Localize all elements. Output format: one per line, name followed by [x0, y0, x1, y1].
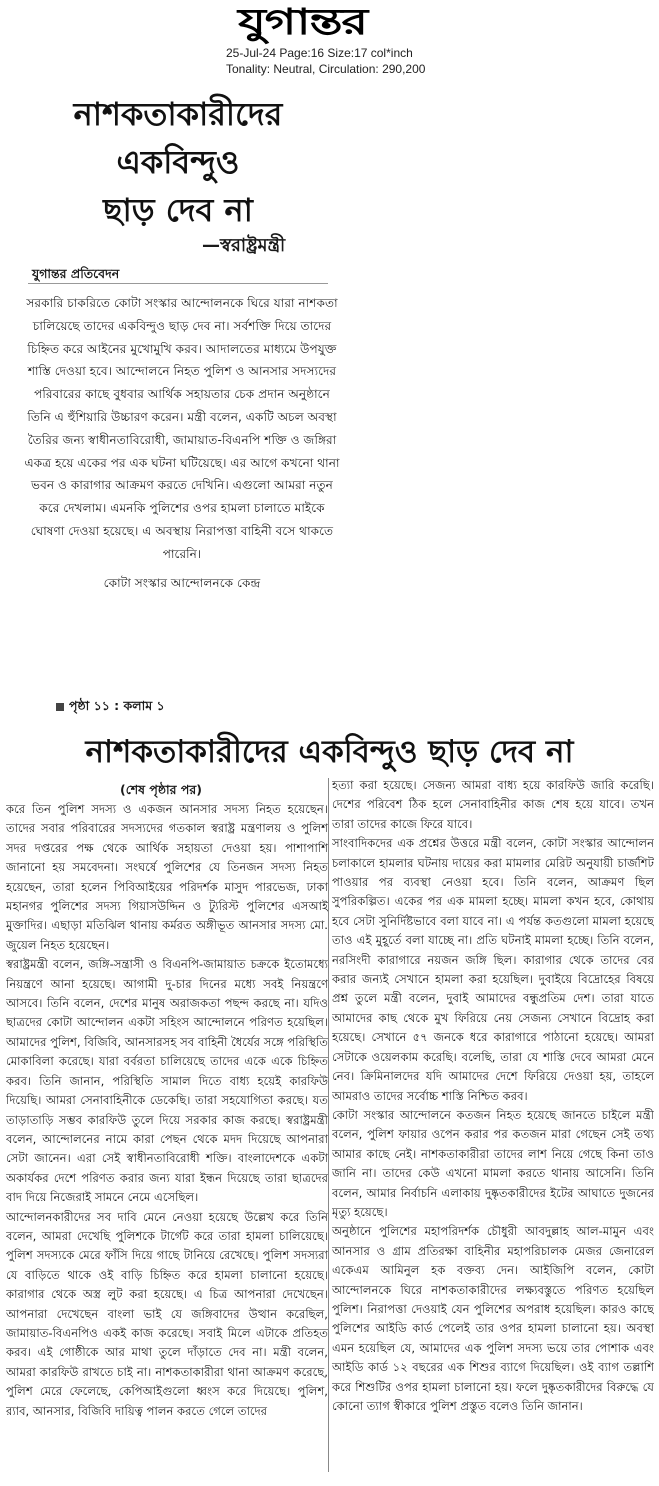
newspaper-logo [238, 0, 428, 44]
logo-text: যুগান্তর [238, 1, 367, 43]
column-divider [328, 778, 329, 1472]
paragraph: কোটা সংস্কার আন্দোলনে কতজন নিহত হয়েছে জানতে চাইলে মন্ত্রী বলেন, পুলিশ ফায়ার ওপেন করার পর কতজন মারা গেছেন সেই তথ্য আমার কাছে নেই। নাশকতাকারীরা তাদের লাশ নিয়ে গেছে কিনা তাও জানি না। তাদের কেউ এখনো মামলা করতে থানায় আসেনি। তিনি বলেন, আমার নির্বাচনি এলাকায় দুষ্কৃতকারীদের ইটের আঘাতে দুজনের মৃত্যু হয়েছে। [332, 1107, 654, 1219]
front-headline-line-2: একবিন্দুও [116, 143, 240, 181]
paragraph: অনুষ্ঠানে পুলিশের মহাপরিদর্শক চৌধুরী আবদুল্লাহ আল-মামুন এবং আনসার ও গ্রাম প্রতিরক্ষা বাহিনীর মহাপরিচালক মেজর জেনারেল একেএম আমিনুল হক বক্তব্য দেন। আইজিপি বলেন, কোটা আন্দোলনকে ঘিরে নাশকতাকারীদের লক্ষ্যবস্তুতে পরিণত হয়েছিল পুলিশ। নিরাপত্তা দেওয়াই যেন পুলিশের অপরাধ হয়েছিল। কারও কাছে পুলিশের আইডি কার্ড পেলেই তার ওপর হামলা চালানো হয়। অবস্থা এমন হয়েছিল যে, আমাদের এক পুলিশ সদস্য ভয়ে তার পোশাক এবং আইডি কার্ড ১২ বছরের এক শিশুর ব্যাগে দিয়েছিল। ওই ব্যাগ তল্লাশি করে শিশুটির ওপর হামলা চালানো হয়। ফলে দুষ্কৃতকারীদের বিরুদ্ধে যে কোনো ত্যাগ স্বীকারে পুলিশ প্রস্তুত বলেও তিনি জানান। [332, 1224, 654, 1413]
clip-info: 25-Jul-24 Page:16 Size:17 col*inch [226, 46, 413, 60]
lede-paragraph: সরকারি চাকরিতে কোটা সংস্কার আন্দোলনকে ঘিরে যারা নাশকতা চালিয়েছে তাদের একবিন্দুও ছাড় দেব না। সর্বশক্তি দিয়ে তাদের চিহ্নিত করে আইনের মুখোমুখি করব। আদালতের মাধ্যমে উপযুক্ত শাস্তি দেওয়া হবে। আন্দোলনে নিহত পুলিশ ও আনসার সদস্যদের পরিবারের কাছে বুধবার আর্থিক সহায়তার চেক প্রদান অনুষ্ঠানে তিনি এ হুঁশিয়ারি উচ্চারণ করেন। মন্ত্রী বলেন, একটি অচল অবস্থা তৈরির জন্য স্বাধীনতাবিরোধী, জামায়াত-বিএনপি শক্তি ও জঙ্গিরা একত্র হয়ে একের পর এক ঘটনা ঘটিয়েছে। এর আগে কখনো থানা ভবন ও কারাগার আক্রমণ করতে দেখিনি। এগুলো আমরা নতুন করে দেখলাম। এমনকি পুলিশের ওপর হামলা চালাতে মাইকে ঘোষণা দেওয়া হয়েছে। এ অবস্থায় নিরাপত্তা বাহিনী বসে থাকতে পারেনি। [24, 296, 340, 561]
masthead [0, 0, 659, 78]
square-bullet-icon [56, 703, 64, 711]
paragraph: হত্যা করা হয়েছে। সেজন্য আমরা বাধ্য হয়ে কারফিউ জারি করেছি। দেশের পরিবেশ ঠিক হলে সেনাবাহিনীর কাজ শেষ হয়ে যাবে। তখন তারা তাদের কাজে ফিরে যাবে। [332, 778, 654, 831]
paragraph: আন্দোলনকারীদের সব দাবি মেনে নেওয়া হয়েছে উল্লেখ করে তিনি বলেন, আমরা দেখেছি পুলিশকে টার্গেট করে তারা হামলা চালিয়েছে। পুলিশ সদস্যকে মেরে ফাঁসি দিয়ে গাছে টানিয়ে রেখেছে। পুলিশ সদস্যরা যে বাড়িতে থাকে ওই বাড়ি চিহ্নিত করে হামলা চালানো হয়েছে। কারাগার থেকে অস্ত্র লুট করা হয়েছে। এ চিত্র আপনারা দেখেছেন। আপনারা দেখেছেন বাংলা ভাই যে জঙ্গিবাদের উত্থান করেছিল, জামায়াত-বিএনপিও একই কাজ করেছে। সবাই মিলে এটাকে প্রতিহত করব। এই গোষ্ঠীকে আর মাথা তুলে দাঁড়াতে দেব না। মন্ত্রী বলেন, আমরা কারফিউ রাখতে চাই না। নাশকতাকারীরা থানা আক্রমণ করেছে, পুলিশ মেরে ফেলেছে, কেপিআইগুলো ধ্বংস করে দিয়েছে। পুলিশ, র‍্যাব, আনসার, বিজিবি দায়িত্ব পালন করতে গেলে তাদের [6, 1209, 328, 1418]
reporter-divider [28, 283, 328, 284]
paragraph: সাংবাদিকদের এক প্রশ্নের উত্তরে মন্ত্রী বলেন, কোটা সংস্কার আন্দোলন চলাকালে হামলার ঘটনায় দায়ের করা মামলার মেরিট অনুযায়ী চার্জশিট পাওয়ার পর ব্যবস্থা নেওয়া হবে। তিনি বলেন, আক্রমণ ছিল সুপরিকল্পিত। একের পর এক মামলা হচ্ছে। মামলা কখন হবে, কোথায় হবে সেটা সুনির্দিষ্টভাবে বলা যাবে না। এ পর্যন্ত কতগুলো মামলা হয়েছে তাও এই মুহূর্তে বলা যাচ্ছে না। প্রতি ঘটনাই মামলা হচ্ছে। তিনি বলেন, নরসিংদী কারাগারে নয়জন জঙ্গি ছিল। কারাগার থেকে তাদের বের করার জন্যই সেখানে হামলা করা হয়েছিল। দুবাইয়ে বিদ্রোহের বিষয়ে প্রশ্ন তুলে মন্ত্রী বলেন, দুবাই আমাদের বন্ধুপ্রতিম দেশ। তারা যাতে আমাদের কাছ থেকে মুখ ফিরিয়ে নেয় সেজন্য সেখানে বিদ্রোহ করা হয়েছে। সেখানে ৫৭ জনকে ধরে কারাগারে পাঠানো হয়েছে। আমরা সেটাকে ওয়েলকাম করেছি। বলেছি, তারা যে শাস্তি দেবে আমরা মেনে নেব। ক্রিমিনালদের যদি আমাদের দেশে ফিরিয়ে দেওয়া হয়, তাহলে আমরাও তাদের সর্বোচ্চ শাস্তি নিশ্চিত করব। [332, 836, 654, 1103]
continued-on-text: পৃষ্ঠা ১১ : কলাম ১ [69, 698, 165, 713]
reporter-credit: যুগান্তর প্রতিবেদন [32, 266, 120, 281]
clip-info-tonality: Tonality: Neutral, Circulation: 290,200 [226, 62, 426, 76]
front-headline-line-3: ছাড় দেব না [103, 191, 253, 229]
byline: —স্বরাষ্ট্রমন্ত্রী [202, 235, 286, 256]
front-headline-line-1: নাশকতাকারীদের [73, 95, 283, 133]
lede-block [22, 292, 342, 594]
paragraph: স্বরাষ্ট্রমন্ত্রী বলেন, জঙ্গি-সন্ত্রাসী ও বিএনপি-জামায়াত চক্রকে ইতোমধ্যে নিয়ন্ত্রণে আনা হয়েছে। আগামী দু-চার দিনের মধ্যে সবই নিয়ন্ত্রণে আসবে। তিনি বলেন, দেশের মানুষ অরাজকতা পছন্দ করছে না। যদিও ছাত্রদের কোটা আন্দোলন একটা সহিংস আন্দোলনে পরিণত হয়েছিল। আমাদের পুলিশ, বিজিবি, আনসারসহ সব বাহিনী ধৈর্যের সঙ্গে পরিস্থিতি মোকাবিলা করেছে। যারা বর্বরতা চালিয়েছে তাদের একে একে চিহ্নিত করব। তিনি জানান, পরিস্থিতি সামাল দিতে বাধ্য হয়েই কারফিউ দিয়েছি। আমরা সেনাবাহিনীকে ডেকেছি। তারা সহযোগিতা করছে। যত তাড়াতাড়ি সম্ভব কারফিউ তুলে দিয়ে সরকার কাজ করছে। স্বরাষ্ট্রমন্ত্রী বলেন, আন্দোলনের নামে কারা পেছন থেকে মদদ দিয়েছে আপনারা সেটা জানেন। এরা সেই স্বাধীনতাবিরোধী শক্তি। বাংলাদেশকে একটা অকার্যকর দেশে পরিণত করার জন্য যারা ইন্ধন দিয়েছে তারা ছাত্রদের বাদ দিয়ে নিজেরাই সামনে নেমে এসেছিল। [6, 957, 328, 1205]
continuation-headline: নাশকতাকারীদের একবিন্দুও ছাড় দেব না [85, 734, 574, 770]
article-column-left [6, 800, 328, 1472]
lede-tail: কোটা সংস্কার আন্দোলনকে কেন্দ্র [103, 575, 261, 590]
continued-from-label: (শেষ পৃষ্ঠার পর) [120, 782, 202, 797]
continued-on [56, 698, 165, 718]
paragraph: করে তিন পুলিশ সদস্য ও একজন আনসার সদস্য নিহত হয়েছেন। তাদের সবার পরিবারের সদস্যদের গতকাল স্বরাষ্ট্র মন্ত্রণালয় ও পুলিশ সদর দপ্তরের পক্ষ থেকে আর্থিক সহায়তা দেওয়া হয়। পাশাপাশি জানানো হয় সমবেদনা। সংঘর্ষে পুলিশের যে তিনজন সদস্য নিহত হয়েছেন, তারা হলেন পিবিআইয়ের পরিদর্শক মাসুদ পারভেজ, ঢাকা মহানগর পুলিশের সদস্য গিয়াসউদ্দিন ও ট্যুরিস্ট পুলিশের এসআই মুক্তাদির। এছাড়া মতিঝিল থানায় কর্মরত অঙ্গীভূত আনসার সদস্য মো. জুয়েল নিহত হয়েছেন। [6, 802, 328, 952]
article-column-right [332, 776, 654, 1472]
